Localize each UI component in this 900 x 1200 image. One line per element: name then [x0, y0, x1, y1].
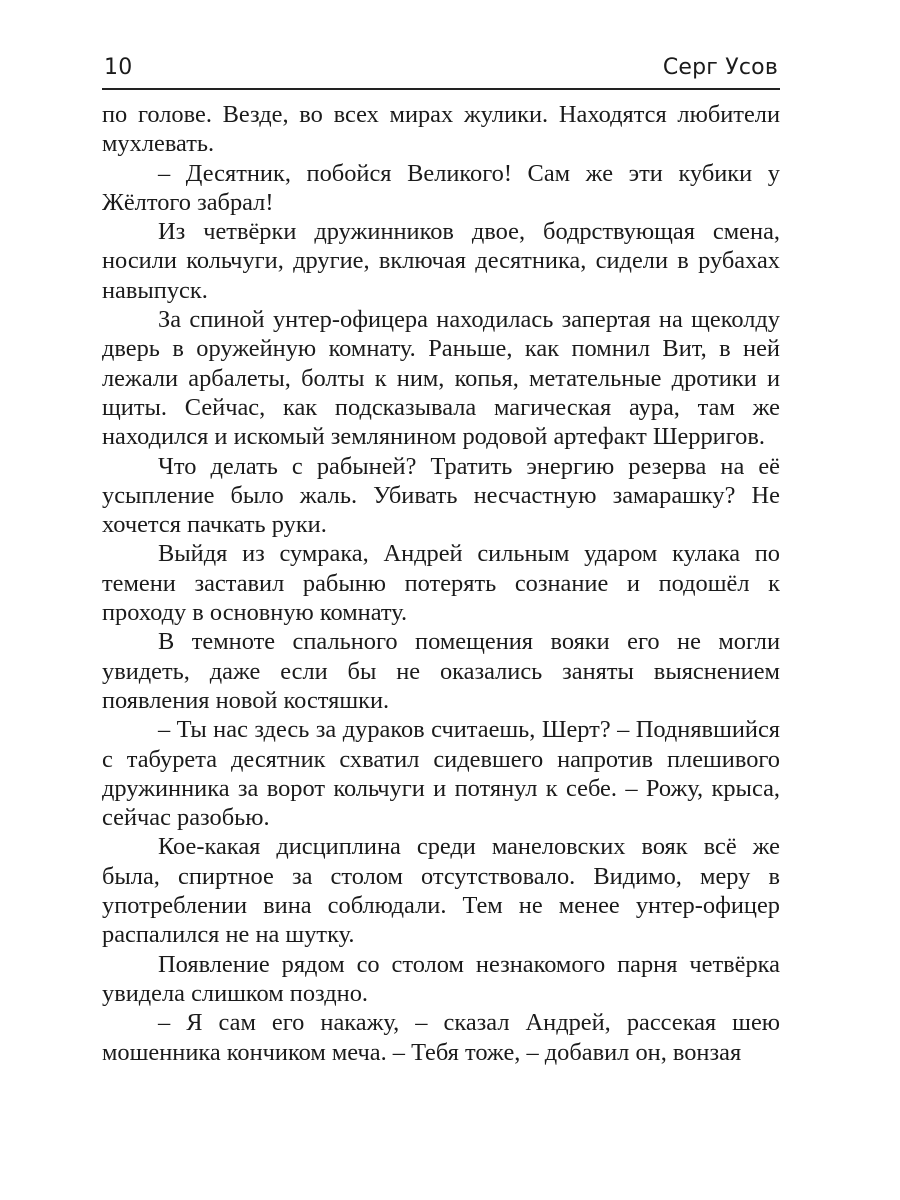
paragraph: по голове. Везде, во всех мирах жулики. Находятся любители мухлевать. [102, 101, 780, 158]
paragraph: – Десятник, побойся Великого! Сам же эти кубики у Жёлтого забрал! [102, 159, 780, 216]
paragraph: В темноте спального помещения вояки его не могли увидеть, даже если бы не оказались заняты выяснением появления новой костяшки. [102, 628, 780, 714]
book-page [102, 54, 780, 1067]
author-name: Серг Усов [662, 55, 778, 80]
paragraph: За спиной унтер-офицера находилась запертая на щеколду дверь в оружейную комнату. Раньше, как помнил Вит, в ней лежали арбалеты, болты к ним, копья, метательные дротики и щиты. Сейчас, как подсказывала магическая аура, там же находился и искомый землянином родовой артефакт Шерригов. [102, 306, 780, 451]
paragraph: – Ты нас здесь за дураков считаешь, Шерт? – Поднявшийся с табурета десятник схватил сидевшего напротив плешивого дружинника за ворот кольчуги и потянул к себе. – Рожу, крыса, сейчас разобью. [102, 716, 780, 832]
paragraph: – Я сам его накажу, – сказал Андрей, рассекая шею мошенника кончиком меча. – Тебя тоже, – добавил он, вонзая [102, 1009, 780, 1066]
page-number: 10 [104, 55, 133, 80]
paragraph: Что делать с рабыней? Тратить энергию резерва на её усыпление было жаль. Убивать несчастную замарашку? Не хочется пачкать руки. [102, 452, 780, 539]
paragraph: Из четвёрки дружинников двое, бодрствующая смена, носили кольчуги, другие, включая десятника, сидели в рубахах навыпуск. [102, 218, 780, 304]
paragraph: Выйдя из сумрака, Андрей сильным ударом кулака по темени заставил рабыню потерять сознание и подошёл к проходу в основную комнату. [102, 540, 780, 627]
body-text [102, 100, 780, 1067]
paragraph: Появление рядом со столом незнакомого парня четвёрка увидела слишком поздно. [102, 950, 780, 1007]
paragraph: Кое-какая дисциплина среди манеловских вояк всё же была, спиртное за столом отсутствовало. Видимо, меру в употреблении вина соблюдали. Тем не менее унтер-офицер распалился не на шутку. [102, 833, 780, 949]
running-header [102, 54, 780, 90]
